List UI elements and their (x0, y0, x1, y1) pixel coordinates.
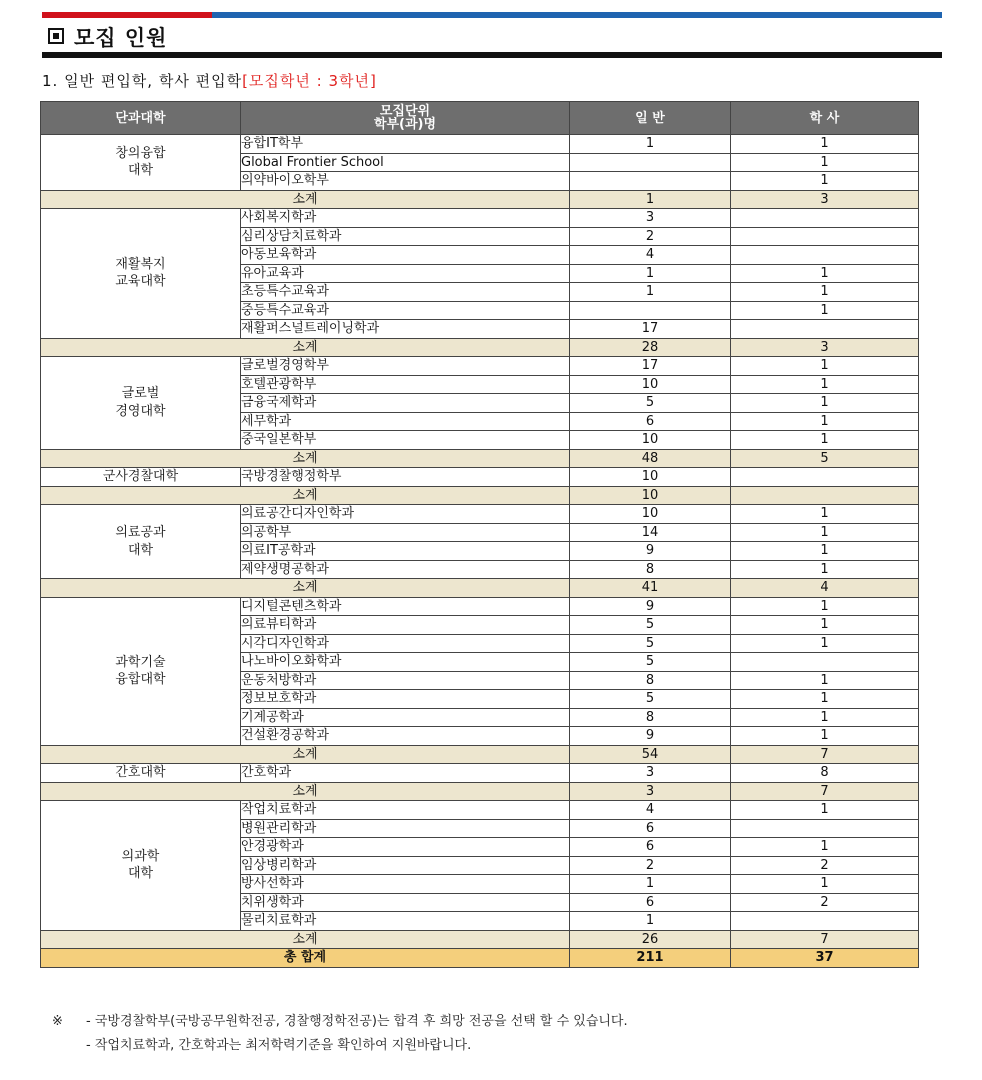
bachelor-count: 1 (731, 301, 919, 320)
bachelor-count: 1 (731, 431, 919, 450)
college-name-line1: 군사경찰대학 (102, 469, 179, 484)
general-count: 17 (570, 357, 731, 376)
subtotal-general: 3 (570, 782, 731, 801)
dept-name: 치위생학과 (241, 893, 570, 912)
header-general: 일 반 (570, 102, 731, 135)
subtotal-bachelor: 4 (731, 579, 919, 598)
subtotal-bachelor: 3 (731, 190, 919, 209)
subtotal-label: 소계 (41, 745, 570, 764)
general-count: 8 (570, 671, 731, 690)
dept-name: 중등특수교육과 (241, 301, 570, 320)
bachelor-count: 1 (731, 357, 919, 376)
dept-name: 융합IT학부 (241, 135, 570, 154)
college-name-line2: 대학 (127, 866, 154, 882)
bachelor-count: 2 (731, 893, 919, 912)
bachelor-count (731, 912, 919, 931)
bachelor-count: 1 (731, 264, 919, 283)
top-accent-bar (42, 12, 942, 18)
note-text-2: - 작업치료학과, 간호학과는 최저학력기준을 확인하여 지원바랍니다. (86, 1038, 472, 1053)
college-name-line1: 창의융합 (115, 145, 166, 161)
college-name-line1: 간호대학 (115, 765, 166, 780)
dept-name: 안경광학과 (241, 838, 570, 857)
bachelor-count: 1 (731, 875, 919, 894)
college-name-line1: 의과학 (121, 848, 160, 864)
header-bachelor: 학 사 (731, 102, 919, 135)
general-count: 4 (570, 801, 731, 820)
bachelor-count: 1 (731, 135, 919, 154)
top-accent-red (42, 12, 212, 18)
general-count: 3 (570, 209, 731, 228)
dept-name: 세무학과 (241, 412, 570, 431)
bachelor-count: 1 (731, 597, 919, 616)
bachelor-count (731, 468, 919, 487)
table-body (41, 135, 919, 949)
dept-name: 작업치료학과 (241, 801, 570, 820)
bachelor-count: 1 (731, 560, 919, 579)
college-name-line2: 경영대학 (115, 403, 166, 419)
subtotal-bachelor: 7 (731, 782, 919, 801)
college-name-cell (41, 209, 241, 339)
bachelor-count: 1 (731, 671, 919, 690)
subtotal-general: 1 (570, 190, 731, 209)
general-count (570, 172, 731, 191)
general-count: 1 (570, 264, 731, 283)
general-count: 5 (570, 653, 731, 672)
general-count: 8 (570, 560, 731, 579)
note-mark: ※ (52, 1014, 63, 1029)
subtotal-row (41, 338, 919, 357)
college-name-line1: 재활복지 (115, 256, 166, 272)
dept-name: 의료뷰티학과 (241, 616, 570, 635)
college-name-cell (41, 357, 241, 450)
subtotal-row (41, 782, 919, 801)
bachelor-count: 1 (731, 634, 919, 653)
dept-name: 운동처방학과 (241, 671, 570, 690)
general-count: 2 (570, 227, 731, 246)
general-count: 5 (570, 634, 731, 653)
subtitle-text: 1. 일반 편입학, 학사 편입학 (42, 72, 243, 90)
college-name-cell (41, 135, 241, 191)
college-name-cell (41, 764, 241, 783)
table-row (41, 209, 919, 228)
dept-name: 기계공학과 (241, 708, 570, 727)
dept-name: 유아교육과 (241, 264, 570, 283)
general-count: 10 (570, 375, 731, 394)
note-line-2 (52, 1034, 628, 1058)
dept-name: 병원관리학과 (241, 819, 570, 838)
subtotal-row (41, 745, 919, 764)
table-row (41, 801, 919, 820)
college-name-line2: 대학 (127, 542, 154, 558)
table-row (41, 468, 919, 487)
dept-name: 방사선학과 (241, 875, 570, 894)
dept-name: 제약생명공학과 (241, 560, 570, 579)
subtotal-label: 소계 (41, 449, 570, 468)
dept-name: 초등특수교육과 (241, 283, 570, 302)
total-general: 211 (570, 949, 731, 968)
dept-name: 국방경찰행정학부 (241, 468, 570, 487)
table-row (41, 764, 919, 783)
subtotal-general: 10 (570, 486, 731, 505)
general-count: 9 (570, 542, 731, 561)
general-count: 14 (570, 523, 731, 542)
subtitle-highlight: [모집학년 : 3학년] (242, 72, 377, 90)
subtotal-bachelor: 5 (731, 449, 919, 468)
subtotal-label: 소계 (41, 579, 570, 598)
bachelor-count: 1 (731, 505, 919, 524)
header-dept-line2: 학부(과)명 (373, 117, 437, 132)
bachelor-count: 1 (731, 523, 919, 542)
subtotal-bachelor: 7 (731, 745, 919, 764)
general-count: 1 (570, 912, 731, 931)
table-row (41, 135, 919, 154)
section-title (48, 22, 167, 52)
bachelor-count: 1 (731, 412, 919, 431)
subtitle (42, 70, 377, 91)
subtotal-general: 48 (570, 449, 731, 468)
college-name-line1: 과학기술 (115, 654, 166, 670)
bachelor-count (731, 653, 919, 672)
dept-name: 간호학과 (241, 764, 570, 783)
dept-name: 심리상담치료학과 (241, 227, 570, 246)
general-count: 6 (570, 893, 731, 912)
bachelor-count (731, 320, 919, 339)
general-count: 17 (570, 320, 731, 339)
dept-name: 사회복지학과 (241, 209, 570, 228)
subtotal-label: 소계 (41, 782, 570, 801)
dept-name: 임상병리학과 (241, 856, 570, 875)
college-name-line2: 융합대학 (115, 672, 166, 687)
bachelor-count: 1 (731, 616, 919, 635)
subtotal-label: 소계 (41, 190, 570, 209)
general-count: 10 (570, 468, 731, 487)
dept-name: 글로벌경영학부 (241, 357, 570, 376)
college-name-line2: 교육대학 (115, 274, 166, 290)
note-text-1: - 국방경찰학부(국방공무원학전공, 경찰행정학전공)는 합격 후 희망 전공을 선택 할 수 있습니다. (86, 1014, 628, 1029)
general-count: 5 (570, 616, 731, 635)
subtotal-row (41, 579, 919, 598)
subtotal-bachelor (731, 486, 919, 505)
college-name-cell (41, 468, 241, 487)
general-count (570, 153, 731, 172)
bachelor-count (731, 819, 919, 838)
college-name-cell (41, 505, 241, 579)
dept-name: 의료IT공학과 (241, 542, 570, 561)
dept-name: 의공학부 (241, 523, 570, 542)
general-count: 2 (570, 856, 731, 875)
subtotal-row (41, 449, 919, 468)
dept-name: 나노바이오화학과 (241, 653, 570, 672)
bachelor-count: 1 (731, 283, 919, 302)
total-bachelor: 37 (731, 949, 919, 968)
notes (52, 1010, 628, 1058)
bachelor-count: 1 (731, 394, 919, 413)
subtotal-row (41, 930, 919, 949)
bachelor-count: 1 (731, 542, 919, 561)
table-row (41, 505, 919, 524)
section-title-text: 모집 인원 (74, 26, 168, 50)
subtotal-general: 54 (570, 745, 731, 764)
dept-name: 의약바이오학부 (241, 172, 570, 191)
bachelor-count: 1 (731, 690, 919, 709)
note-line-1 (52, 1010, 628, 1034)
dept-name: 물리치료학과 (241, 912, 570, 931)
dept-name: 호텔관광학부 (241, 375, 570, 394)
college-name-line1: 글로벌 (121, 386, 160, 402)
subtotal-label: 소계 (41, 930, 570, 949)
subtotal-row (41, 190, 919, 209)
table-row (41, 597, 919, 616)
bachelor-count: 1 (731, 375, 919, 394)
subtotal-row (41, 486, 919, 505)
total-row (41, 949, 919, 968)
dept-name: 중국일본학부 (241, 431, 570, 450)
dept-name: 아동보육학과 (241, 246, 570, 265)
subtotal-general: 26 (570, 930, 731, 949)
bachelor-count: 1 (731, 838, 919, 857)
general-count (570, 301, 731, 320)
title-underline (42, 52, 942, 58)
subtotal-general: 41 (570, 579, 731, 598)
header-dept-line1: 모집단위 (379, 104, 431, 119)
dept-name: 금융국제학과 (241, 394, 570, 413)
dept-name: 정보보호학과 (241, 690, 570, 709)
bachelor-count: 8 (731, 764, 919, 783)
general-count: 1 (570, 135, 731, 154)
bachelor-count: 1 (731, 708, 919, 727)
general-count: 9 (570, 727, 731, 746)
dept-name: Global Frontier School (241, 153, 570, 172)
bachelor-count: 2 (731, 856, 919, 875)
total-label: 총 합계 (41, 949, 570, 968)
general-count: 4 (570, 246, 731, 265)
dept-name: 재활퍼스널트레이닝학과 (241, 320, 570, 339)
bachelor-count (731, 209, 919, 228)
bachelor-count (731, 246, 919, 265)
college-name-cell (41, 597, 241, 745)
square-bullet-icon (48, 28, 64, 44)
subtotal-general: 28 (570, 338, 731, 357)
subtotal-label: 소계 (41, 338, 570, 357)
general-count: 6 (570, 819, 731, 838)
general-count: 3 (570, 764, 731, 783)
dept-name: 의료공간디자인학과 (241, 505, 570, 524)
college-name-line1: 의료공과 (115, 525, 166, 540)
header-college: 단과대학 (41, 102, 241, 135)
recruitment-table (40, 101, 919, 968)
bachelor-count: 1 (731, 801, 919, 820)
dept-name: 건설환경공학과 (241, 727, 570, 746)
bachelor-count: 1 (731, 172, 919, 191)
general-count: 6 (570, 838, 731, 857)
subtotal-bachelor: 7 (731, 930, 919, 949)
general-count: 5 (570, 690, 731, 709)
general-count: 9 (570, 597, 731, 616)
bachelor-count: 1 (731, 153, 919, 172)
bachelor-count: 1 (731, 727, 919, 746)
dept-name: 디지털콘텐츠학과 (241, 597, 570, 616)
general-count: 1 (570, 283, 731, 302)
general-count: 1 (570, 875, 731, 894)
table-header-row (41, 102, 919, 135)
general-count: 10 (570, 505, 731, 524)
general-count: 8 (570, 708, 731, 727)
header-dept (241, 102, 570, 135)
table-row (41, 357, 919, 376)
bachelor-count (731, 227, 919, 246)
general-count: 5 (570, 394, 731, 413)
dept-name: 시각디자인학과 (241, 634, 570, 653)
top-accent-blue (212, 12, 942, 18)
subtotal-bachelor: 3 (731, 338, 919, 357)
subtotal-label: 소계 (41, 486, 570, 505)
general-count: 6 (570, 412, 731, 431)
college-name-cell (41, 801, 241, 931)
general-count: 10 (570, 431, 731, 450)
college-name-line2: 대학 (127, 163, 154, 179)
